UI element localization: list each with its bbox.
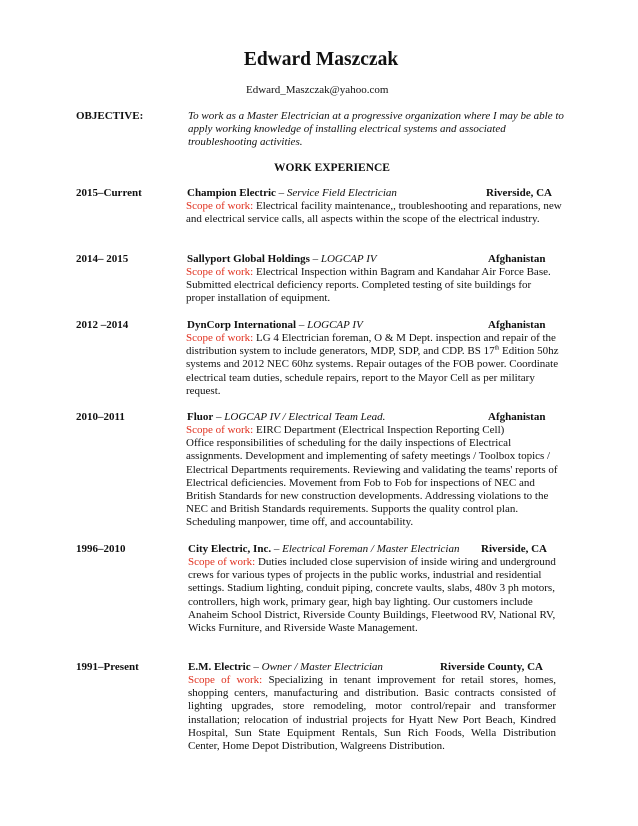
job-separator: – [275, 187, 287, 199]
job-role: LOGCAP IV [307, 319, 363, 331]
job-dates: 1991–Present [76, 661, 139, 673]
job-role: Service Field Electrician [286, 187, 397, 199]
email-address: Edward_Maszczak@yahoo.com [246, 84, 389, 96]
job-company: Champion Electric [187, 187, 276, 199]
job-description-text: LG 4 Electrician foreman, O & M Dept. inspection and repair of the distribution system to include generators, MDP, SDP, and CDP. BS 17 [186, 332, 556, 358]
job-separator: – [213, 411, 225, 423]
job-separator: – [250, 661, 262, 673]
job-role: Owner / Master Electrician [261, 661, 383, 673]
job-company: DynCorp International [187, 319, 297, 331]
scope-label: Scope of work: [186, 200, 254, 212]
job-description-text: Specializing in tenant improvement for retail stores, homes, shopping centers, manufacturing and distribution. Basic contracts consisted of lighting upgrades, store remodeling, motor control/repair and transformer installation; relocation of industrial projects for Hyatt New Port Beach, Kindred Hospital, Sun State Equipment Rentals, Sun Rich Foods, Wella Distribution Center, Home Depot Distribution, Walgreens Distribution. [188, 674, 557, 753]
job-responsibilities: Office responsibilities of scheduling for the daily inspections of Electrical assignments. Development and implementing of safety meetings / Toolbox topics / Electrical Departments requirements. Reviewing and validating the teams' reports of Electrical deficiencies. Movement from Fob to Fob for inspections of NEC and British Standards for new construction developments. Addressing violations to the NEC and British Standards requirements. Supports the quality control plan. Scheduling manpower, time off, and accountability. [186, 437, 558, 529]
scope-label: Scope of work: [188, 556, 256, 568]
job-separator: – [309, 253, 321, 265]
job-description [186, 332, 562, 398]
ordinal-suffix: th [494, 345, 500, 352]
job-description [186, 200, 562, 226]
job-description [186, 424, 562, 530]
job-separator: – [296, 319, 308, 331]
job-location: Riverside County, CA [440, 661, 543, 673]
job-description-text: Electrical Inspection within Bagram and Kandahar Air Force Base. Submitted electrical deficiency reports. Completed testing of site buildings for proper installation of equipment. [186, 266, 551, 305]
job-location: Riverside, CA [481, 543, 547, 555]
scope-label: Scope of work: [186, 424, 254, 436]
job-company: Sallyport Global Holdings [187, 253, 310, 265]
job-description [188, 674, 556, 753]
scope-label: Scope of work: [186, 266, 254, 278]
job-role: LOGCAP IV / Electrical Team Lead. [224, 411, 386, 423]
job-dates: 2010–2011 [76, 411, 125, 423]
job-role: LOGCAP IV [320, 253, 377, 265]
job-separator: – [271, 543, 283, 555]
job-description-text: Electrical facility maintenance,, troubleshooting and reparations, new and electrical service calls, all aspects within the scope of the electrical industry. [186, 200, 562, 226]
job-role: Electrical Foreman / Master Electrician [282, 543, 460, 555]
work-experience-heading: WORK EXPERIENCE [274, 162, 390, 174]
job-location: Afghanistan [488, 319, 546, 331]
job-dates: 2012 –2014 [76, 319, 129, 331]
job-location: Afghanistan [488, 411, 546, 423]
scope-label: Scope of work: [188, 674, 263, 686]
job-description-text: EIRC Department (Electrical Inspection Reporting Cell) [255, 424, 505, 436]
job-company: E.M. Electric [188, 661, 251, 673]
job-location: Riverside, CA [486, 187, 552, 199]
job-company: Fluor [187, 411, 214, 423]
objective-text: To work as a Master Electrician at a progressive organization where I may be able to apply working knowledge of installing electrical systems and associated troubleshooting activities. [188, 110, 564, 149]
job-company: City Electric, Inc. [188, 543, 272, 555]
job-description [188, 556, 564, 635]
scope-label: Scope of work: [186, 332, 254, 344]
job-dates: 2014– 2015 [76, 253, 129, 265]
job-description-text-cont: Edition 50hz systems and 2012 NEC 60hz systems. Repair outages of the FOB power. Coordinate electrical team duties, schedule repairs, report to the Mayor Cell as per military request. [186, 345, 559, 397]
objective-label: OBJECTIVE: [76, 110, 144, 122]
job-dates: 2015–Current [76, 187, 142, 199]
job-dates: 1996–2010 [76, 543, 126, 555]
job-description-text: Duties included close supervision of inside wiring and underground crews for various types of projects in the public works, industrial and residential settings. Stadium lighting, conduit piping, concrete vaults, slabs, 480v 3 ph motors, controllers, high work, primary gear, high bay lighting. Our customers include Anaheim School District, Riverside County Buildings, Fleetwood RV, National RV, Wicks Furniture, and Riverside Waste Management. [188, 556, 556, 635]
candidate-name: Edward Maszczak [243, 49, 399, 70]
job-location: Afghanistan [488, 253, 546, 265]
job-description [186, 266, 562, 306]
